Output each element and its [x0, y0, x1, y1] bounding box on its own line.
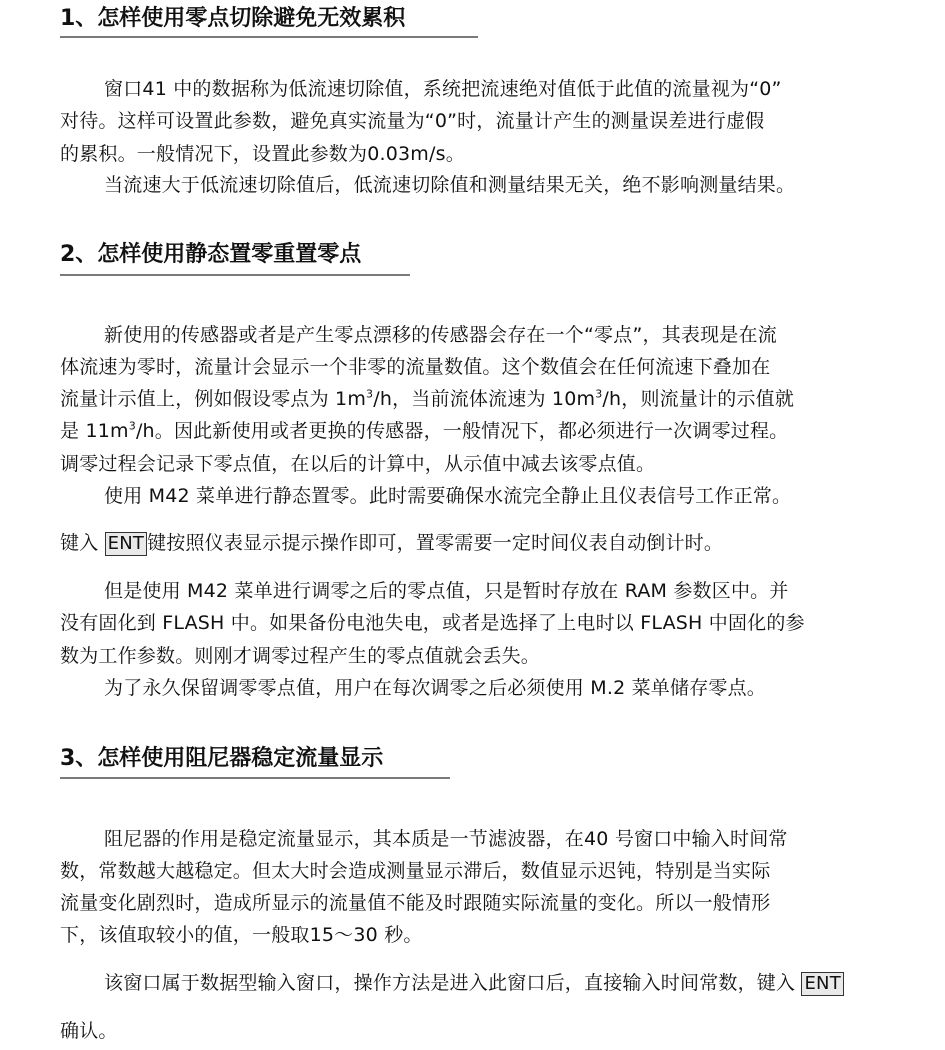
text-run: 键按照仪表显示提示操作即可，置零需要一定时间仪表自动倒计时。 [147, 532, 724, 554]
section-2-line: 调零过程会记录下零点值，在以后的计算中，从示值中减去该零点值。 [60, 453, 656, 475]
text-run: /h，当前流体流速为 10m [373, 388, 596, 410]
section-3-line: 阻尼器的作用是稳定流量显示，其本质是一节滤波器，在40 号窗口中输入时间常 [104, 828, 788, 850]
section-2-line: 但是使用 M42 菜单进行调零之后的零点值，只是暂时存放在 RAM 参数区中。并 [104, 580, 789, 602]
section-2-line [60, 386, 794, 412]
superscript: 3 [128, 419, 136, 433]
section-3-line [104, 970, 844, 996]
section-1-underline [60, 36, 478, 38]
section-1-line: 窗口41 中的数据称为低流速切除值，系统把流速绝对值低于此值的流量视为“0” [104, 78, 782, 100]
section-2-line: 数为工作参数。则刚才调零过程产生的零点值就会丢失。 [60, 645, 541, 667]
superscript: 3 [595, 387, 603, 401]
section-3-line: 确认。 [60, 1020, 118, 1042]
section-2-line: 新使用的传感器或者是产生零点漂移的传感器会存在一个“零点”，其表现是在流 [104, 324, 777, 346]
section-2-underline [60, 274, 410, 276]
section-2-title: 2、怎样使用静态置零重置零点 [60, 242, 362, 267]
ent-key-label: ENT [105, 532, 147, 556]
text-run: 键入 [60, 532, 105, 554]
superscript: 3 [366, 387, 374, 401]
section-2-line: 使用 M42 菜单进行静态置零。此时需要确保水流完全静止且仪表信号工作正常。 [104, 485, 792, 507]
text-run: 是 11m [60, 420, 129, 442]
text-run: 流量计示值上，例如假设零点为 1m [60, 388, 367, 410]
text-run: /h。因此新使用或者更换的传感器，一般情况下，都必须进行一次调零过程。 [135, 420, 789, 442]
section-2-line: 体流速为零时，流量计会显示一个非零的流量数值。这个数值会在任何流速下叠加在 [60, 356, 771, 378]
section-2-line [60, 418, 788, 444]
section-2-line: 没有固化到 FLASH 中。如果备份电池失电，或者是选择了上电时以 FLASH 中固化的参 [60, 612, 805, 634]
text-run: /h，则流量计的示值就 [602, 388, 795, 410]
section-2-line: 为了永久保留调零零点值，用户在每次调零之后必须使用 M.2 菜单储存零点。 [104, 677, 767, 699]
section-1-line: 的累积。一般情况下，设置此参数为0.03m/s。 [60, 143, 465, 165]
section-1-line: 当流速大于低流速切除值后，低流速切除值和测量结果无关，绝不影响测量结果。 [104, 174, 796, 196]
section-3-underline [60, 777, 450, 779]
text-run: 该窗口属于数据型输入窗口，操作方法是进入此窗口后，直接输入时间常数，键入 [104, 972, 802, 994]
section-3-line: 数，常数越大越稳定。但太大时会造成测量显示滞后，数值显示迟钝，特别是当实际 [60, 860, 771, 882]
section-3-line: 下，该值取较小的值，一般取15～30 秒。 [60, 924, 423, 946]
section-2-line [60, 530, 723, 556]
section-3-title: 3、怎样使用阻尼器稳定流量显示 [60, 746, 384, 771]
ent-key-label: ENT [801, 972, 843, 996]
section-3-line: 流量变化剧烈时，造成所显示的流量值不能及时跟随实际流量的变化。所以一般情形 [60, 892, 771, 914]
section-1-title: 1、怎样使用零点切除避免无效累积 [60, 6, 406, 31]
section-1-line: 对待。这样可设置此参数，避免真实流量为“0”时，流量计产生的测量误差进行虚假 [60, 110, 765, 132]
